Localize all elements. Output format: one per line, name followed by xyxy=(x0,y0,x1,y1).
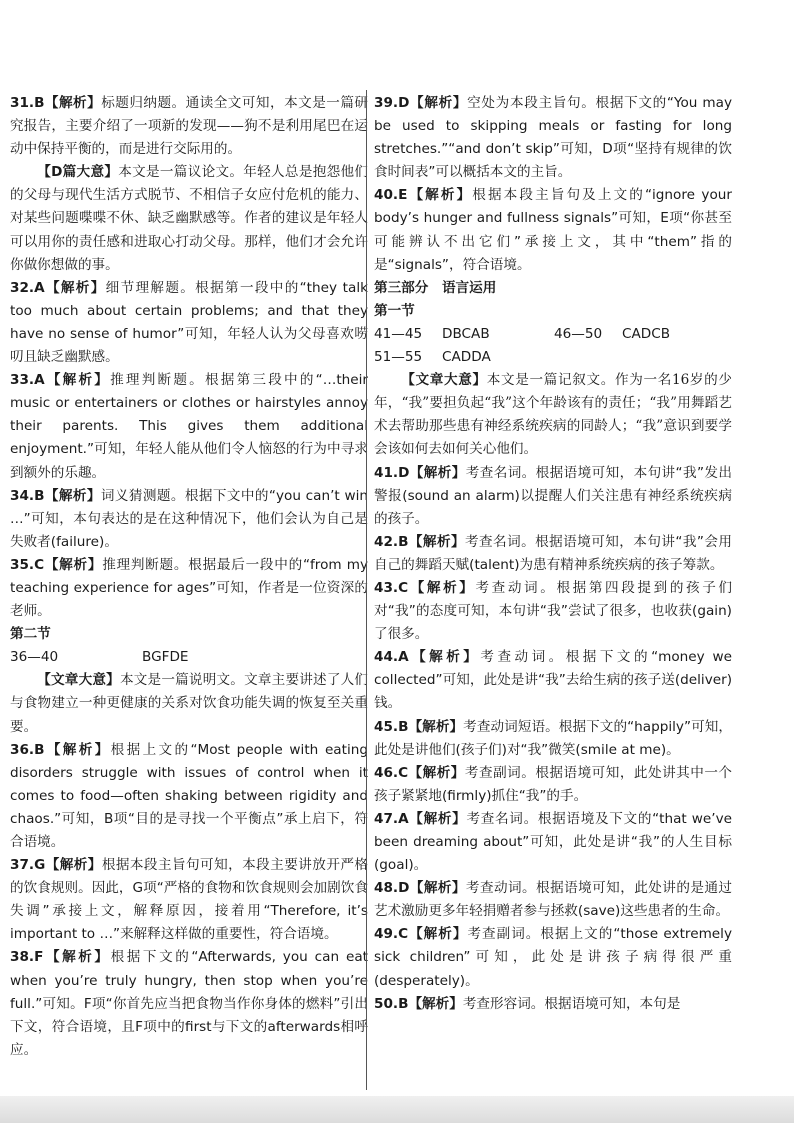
page-bottom-shadow xyxy=(0,1096,794,1123)
left-column xyxy=(10,92,368,1062)
answer-33: 33.A【解析】推理判断题。根据第三段中的“…their music or entertainers or clothes or hairstyles annoy their parents. This gives them additional enjoyment.”可知，年轻人能从他们令人恼怒的行为中寻求到额外的乐趣。 xyxy=(10,372,368,481)
section-1-heading: 第一节 xyxy=(374,302,415,319)
section-2-summary: 【文章大意】本文是一篇说明文。文章主要讲述了人们与食物建立一种更健康的关系对饮食功能失调的恢复至关重要。 xyxy=(10,672,369,735)
answer-49: 49.C【解析】考查副词。根据上文的“those extremely sick children”可知，此处是讲孩子病得很严重(desperately)。 xyxy=(374,926,732,989)
section-1-summary: 【文章大意】本文是一篇记叙文。作为一名16岁的少年，“我”要担负起“我”这个年龄该有的责任；“我”用舞蹈艺术去帮助那些患有神经系统疾病的同龄人；“我”意识到要学会该如何去如何关心他们。 xyxy=(374,372,733,458)
answer-40: 40.E【解析】根据本段主旨句及上文的“ignore your body’s hunger and fullness signals”可知，E项“你甚至可能辨认不出它们”承接上文，其中“them”指的是“signals”，符合语境。 xyxy=(374,187,732,273)
answer-46: 46.C【解析】考查副词。根据语境可知，此处讲其中一个孩子紧紧地(firmly)抓住“我”的手。 xyxy=(374,764,733,804)
answer-45: 45.B【解析】考查动词短语。根据下文的“happily”可知，此处是讲他们(孩子们)对“我”微笑(smile at me)。 xyxy=(374,718,732,758)
answer-48: 48.D【解析】考查动词。根据语境可知，此处讲的是通过艺术激励更多年轻捐赠者参与拯救(save)这些患者的生命。 xyxy=(374,880,732,920)
answer-32: 32.A【解析】细节理解题。根据第一段中的“they talk too much about certain problems; and that they have no sense of humor”可知，年轻人认为父母喜欢唠叨且缺乏幽默感。 xyxy=(10,279,368,366)
answer-35: 35.C【解析】推理判断题。根据最后一段中的“from my teaching experience for ages”可知，作者是一位资深的老师。 xyxy=(10,556,368,620)
section-1-answers-row-1: 41—45 DBCAB 46—50 CADCB xyxy=(374,325,671,342)
right-column xyxy=(374,92,732,1016)
answer-41: 41.D【解析】考查名词。根据语境可知，本句讲“我”发出警报(sound an alarm)以提醒人们关注患有神经系统疾病的孩子。 xyxy=(374,464,732,527)
answer-39: 39.D【解析】空处为本段主旨句。根据下文的“You may be used to skipping meals or fasting for long stretches.”“and don’t skip”可知，D项“坚持有规律的饮食时间表”可以概括本文的主旨。 xyxy=(374,95,732,181)
answer-31: 31.B【解析】标题归纳题。通读全文可知，本文是一篇研究报告，主要介绍了一项新的发现——狗不是利用尾巴在运动中保持平衡的，而是进行交际用的。 xyxy=(10,95,368,158)
section-2-answers: 36—40 BGFDE xyxy=(10,649,189,666)
answer-34: 34.B【解析】词义猜测题。根据下文中的“you can’t win …”可知，本句表达的是在这种情况下，他们会认为自己是失败者(failure)。 xyxy=(10,487,368,550)
answer-47: 47.A【解析】考查名词。根据语境及下文的“that we’ve been dreaming about”可知，此处是讲“我”的人生目标(goal)。 xyxy=(374,810,732,874)
answer-42: 42.B【解析】考查名词。根据语境可知，本句讲“我”会用自己的舞蹈天赋(talent)为患有精神系统疾病的孩子筹款。 xyxy=(374,533,732,573)
answer-50: 50.B【解析】考查形容词。根据语境可知，本句是 xyxy=(374,995,681,1012)
part-3-heading: 第三部分 语言运用 xyxy=(374,279,497,296)
answer-36: 36.B【解析】根据上文的“Most people with eating disorders struggle with issues of control when it comes to food—often shaking between rigidity and chaos.”可知，B项“目的是寻找一个平衡点”承上启下，符合语境。 xyxy=(10,741,368,850)
section-2-heading: 第二节 xyxy=(10,626,51,643)
answer-44: 44.A【解析】考查动词。根据下文的“money we collected”可知，此处是讲“我”去给生病的孩子送(deliver)钱。 xyxy=(374,649,732,712)
section-1-answers-row-2: 51—55 CADDA xyxy=(374,349,491,366)
passage-d-summary: 【D篇大意】本文是一篇议论文。年轻人总是抱怨他们的父母与现代生活方式脱节、不相信子女应付危机的能力、对某些问题喋喋不休、缺乏幽默感等。作者的建议是年轻人可以用你的责任感和进取心打动父母。那样，他们才会允许你做你想做的事。 xyxy=(10,164,368,273)
answer-37: 37.G【解析】根据本段主旨句可知，本段主要讲放开严格的饮食规则。因此，G项“严格的食物和饮食规则会加剧饮食失调”承接上文，解释原因，接着用“Therefore, it’s important to …”来解释这样做的重要性，符合语境。 xyxy=(10,857,368,943)
answer-38: 38.F【解析】根据下文的“Afterwards, you can eat when you’re truly hungry, then stop when you’re full.”可知。F项“你首先应当把食物当作你身体的燃料”引出下文，符合语境，且F项中的first与下文的afterwards相呼应。 xyxy=(10,949,368,1058)
answer-43: 43.C【解析】考查动词。根据第四段提到的孩子们对“我”的态度可知，本句讲“我”尝试了很多，也收获(gain)了很多。 xyxy=(374,579,733,643)
column-divider xyxy=(366,90,367,1090)
